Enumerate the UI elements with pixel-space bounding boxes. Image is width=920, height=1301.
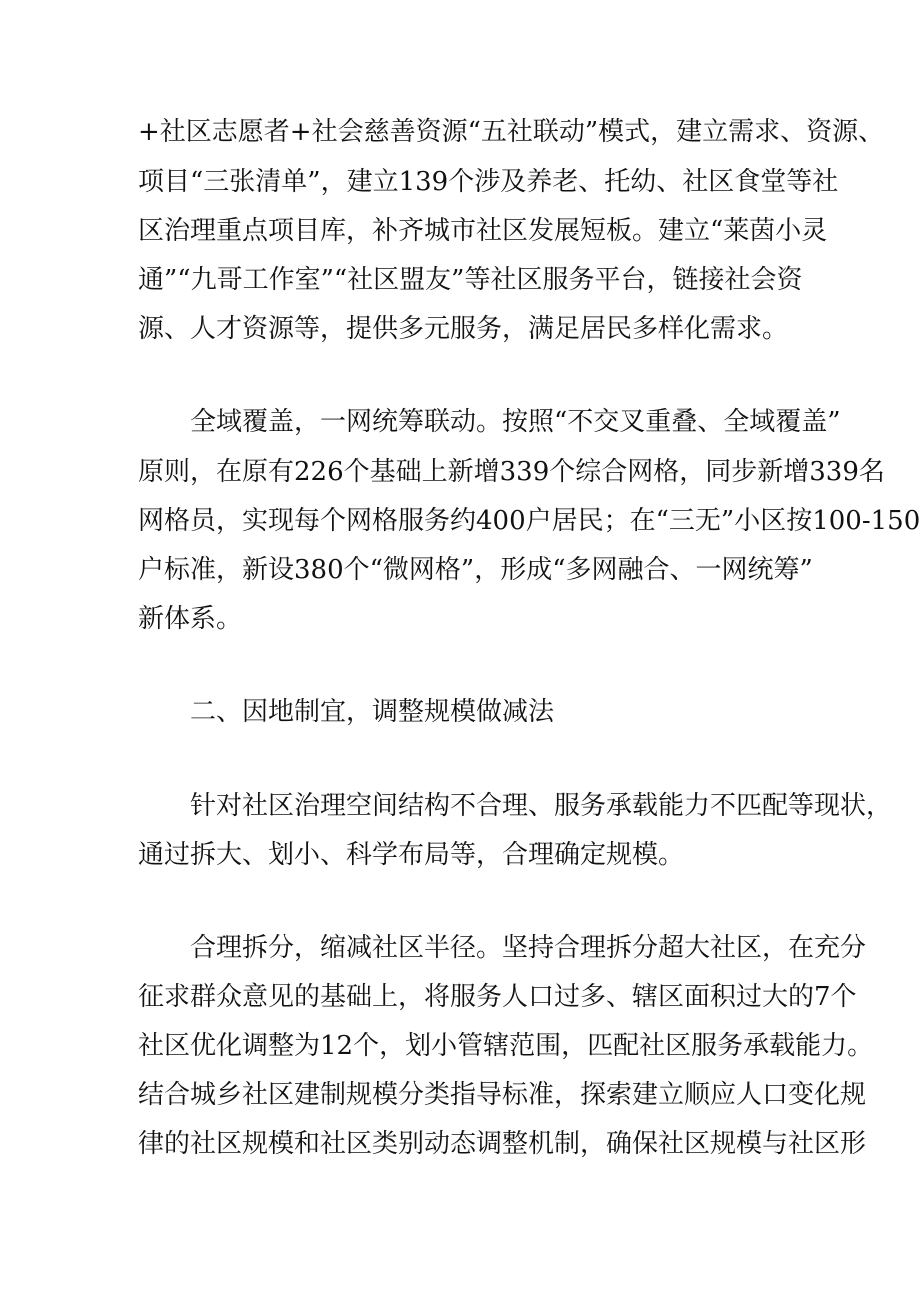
text-line: 通”“九哥工作室”“社区盟友”等社区服务平台，链接社会资: [138, 265, 803, 295]
text-line: 户标准，新设380个“微网格”，形成“多网融合、一网统筹”: [138, 555, 813, 585]
text-line: 项目“三张清单”，建立139个涉及养老、托幼、社区食堂等社: [138, 167, 839, 197]
section-heading: 二、因地制宜，调整规模做减法: [190, 697, 555, 727]
text-line: 社区优化调整为12个，划小管辖范围，匹配社区服务承载能力。: [138, 1031, 874, 1061]
text-line: 区治理重点项目库，补齐城市社区发展短板。建立“莱茵小灵: [138, 216, 828, 246]
text-line: 全域覆盖，一网统筹联动。按照“不交叉重叠、全域覆盖”: [190, 407, 841, 437]
text-line: 通过拆大、划小、科学布局等，合理确定规模。: [138, 840, 685, 870]
text-line: 征求群众意见的基础上，将服务人口过多、辖区面积过大的7个: [138, 982, 857, 1012]
text-line: 律的社区规模和社区类别动态调整机制，确保社区规模与社区形: [138, 1129, 867, 1159]
text-line: 合理拆分，缩减社区半径。坚持合理拆分超大社区，在充分: [190, 933, 867, 963]
text-line: 结合城乡社区建制规模分类指导标准，探索建立顺应人口变化规: [138, 1080, 867, 1110]
text-line: 网格员，实现每个网格服务约400户居民；在“三无”小区按100-150: [138, 506, 920, 536]
text-line: 新体系。: [138, 604, 243, 634]
text-line: 源、人才资源等，提供多元服务，满足居民多样化需求。: [138, 314, 789, 344]
text-line: 原则，在原有226个基础上新增339个综合网格，同步新增339名: [138, 457, 885, 487]
text-line: 针对社区治理空间结构不合理、服务承载能力不匹配等现状，: [190, 791, 893, 821]
text-line: +社区志愿者+社会慈善资源“五社联动”模式，建立需求、资源、: [138, 117, 885, 147]
